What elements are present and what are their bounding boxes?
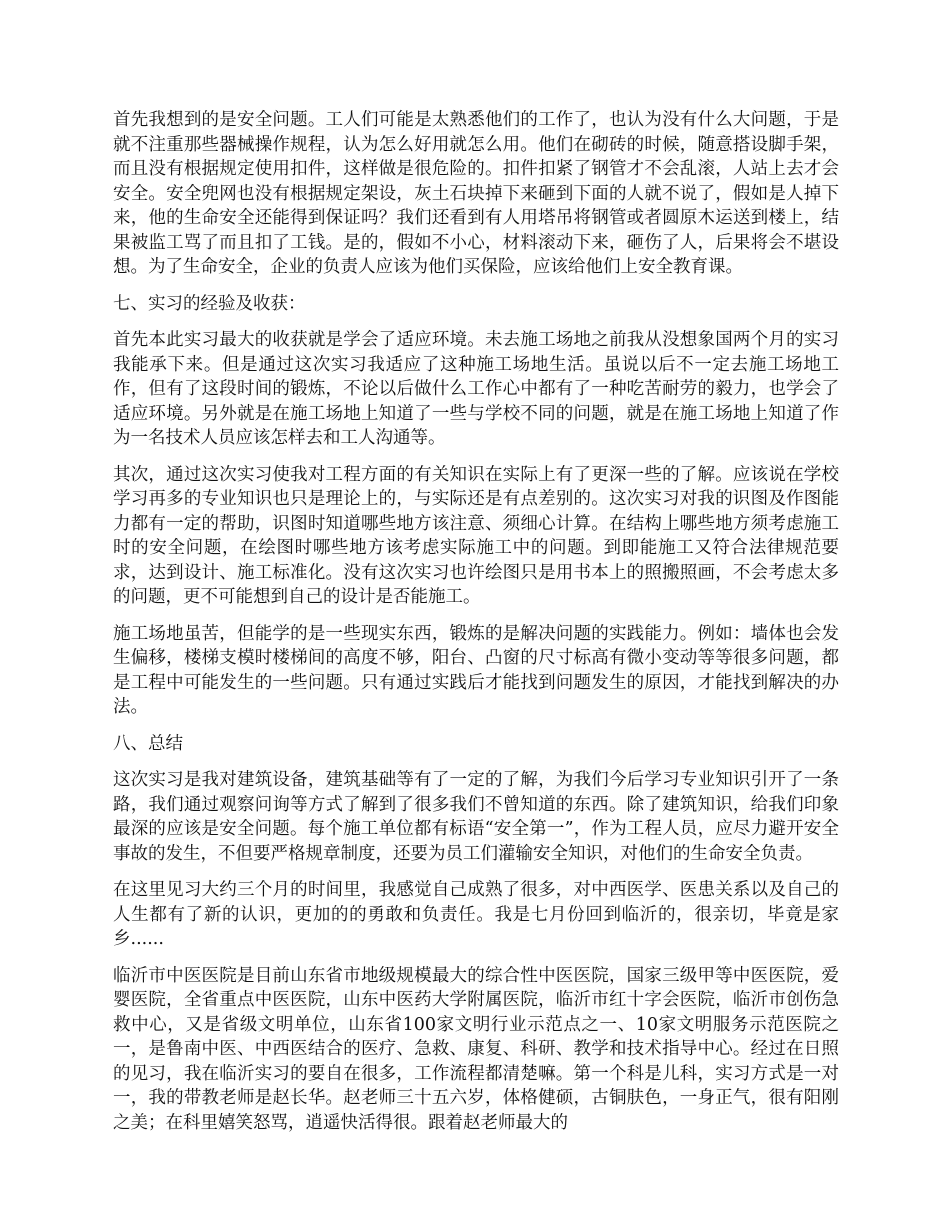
paragraph-knowledge: 其次，通过这次实习使我对工程方面的有关知识在实际上有了更深一些的了解。应该说在学校学习再多的专业知识也只是理论上的，与实际还是有点差别的。这次实习对我的识图及作图能力都有一定的帮助，识图时知道哪些地方该注意、须细心计算。在结构上哪些地方须考虑施工时的安全问题，在绘图时哪些地方该考虑实际施工中的问题。到即能施工又符合法律规范要求，达到设计、施工标准化。没有这次实习也许绘图只是用书本上的照搬照画，不会考虑太多的问题，更不可能想到自己的设计是否能施工。 xyxy=(113,464,839,607)
paragraph-safety: 首先我想到的是安全问题。工人们可能是太熟悉他们的工作了，也认为没有什么大问题，于是就不注重那些器械操作规程，认为怎么好用就怎么用。他们在砌砖的时候，随意搭设脚手架，而且没有根据规定使用扣件，这样做是很危险的。扣件扣紧了钢管才不会乱滚，人站上去才会安全。安全兜网也没有根据规定架设，灰土石块掉下来砸到下面的人就不说了，假如是人掉下来，他的生命安全还能得到保证吗？我们还看到有人用塔吊将钢管或者圆原木运送到楼上，结果被监工骂了而且扣了工钱。是的，假如不小心，材料滚动下来，砸伤了人，后果将会不堪设想。为了生命安全，企业的负责人应该为他们买保险，应该给他们上安全教育课。 xyxy=(113,110,839,277)
section-heading-8: 八、总结 xyxy=(113,733,183,754)
paragraph-hospital: 临沂市中医医院是目前山东省市地级规模最大的综合性中医医院，国家三级甲等中医医院，爱婴医院，全省重点中医医院，山东中医药大学附属医院，临沂市红十字会医院，临沂市创伤急救中心，又是省级文明单位，山东省100家文明行业示范点之一、10家文明服务示范医院之一，是鲁南中医、中西医结合的医疗、急救、康复、科研、教学和技术指导中心。经过在日照的见习，我在临沂实习的要自在很多，工作流程都清楚嘛。第一个科是儿科，实习方式是一对一，我的带教老师是赵长华。赵老师三十五六岁，体格健硕，古铜肤色，一身正气，很有阳刚之美；在科里嬉笑怒骂，逍遥快活得很。跟着赵老师最大的 xyxy=(113,965,839,1133)
paragraph-adapt: 首先本此实习最大的收获就是学会了适应环境。未去施工场地之前我从没想象国两个月的实习我能承下来。但是通过这次实习我适应了这种施工场地生活。虽说以后不一定去施工场地工作，但有了这段时间的锻炼，不论以后做什么工作心中都有了一种吃苦耐劳的毅力，也学会了适应环境。另外就是在施工场地上知道了一些与学校不同的问题，就是在施工场地上知道了作为一名技术人员应该怎样去和工人沟通等。 xyxy=(113,330,839,448)
paragraph-internship: 在这里见习大约三个月的时间里，我感觉自己成熟了很多，对中西医学、医患关系以及自己的人生都有了新的认识，更加的的勇敢和负责任。我是七月份回到临沂的，很亲切，毕竟是家乡...... xyxy=(113,880,839,949)
section-heading-7: 七、实习的经验及收获： xyxy=(113,293,306,314)
document-page xyxy=(113,108,839,1147)
paragraph-summary: 这次实习是我对建筑设备，建筑基础等有了一定的了解，为我们今后学习专业知识引开了一条路，我们通过观察问询等方式了解到了很多我们不曾知道的东西。除了建筑知识，给我们印象最深的应该是安全问题。每个施工单位都有标语“安全第一”，作为工程人员，应尽力避开安全事故的发生，不但要严格规章制度，还要为员工们灌输安全知识，对他们的生命安全负责。 xyxy=(113,770,839,864)
paragraph-practice: 施工场地虽苦，但能学的是一些现实东西，锻炼的是解决问题的实践能力。例如：墙体也会发生偏移，楼梯支模时楼梯间的高度不够，阳台、凸窗的尺寸标高有微小变动等等很多问题，都是工程中可能发生的一些问题。只有通过实践后才能找到问题发生的原因，才能找到解决的办法。 xyxy=(113,623,839,717)
